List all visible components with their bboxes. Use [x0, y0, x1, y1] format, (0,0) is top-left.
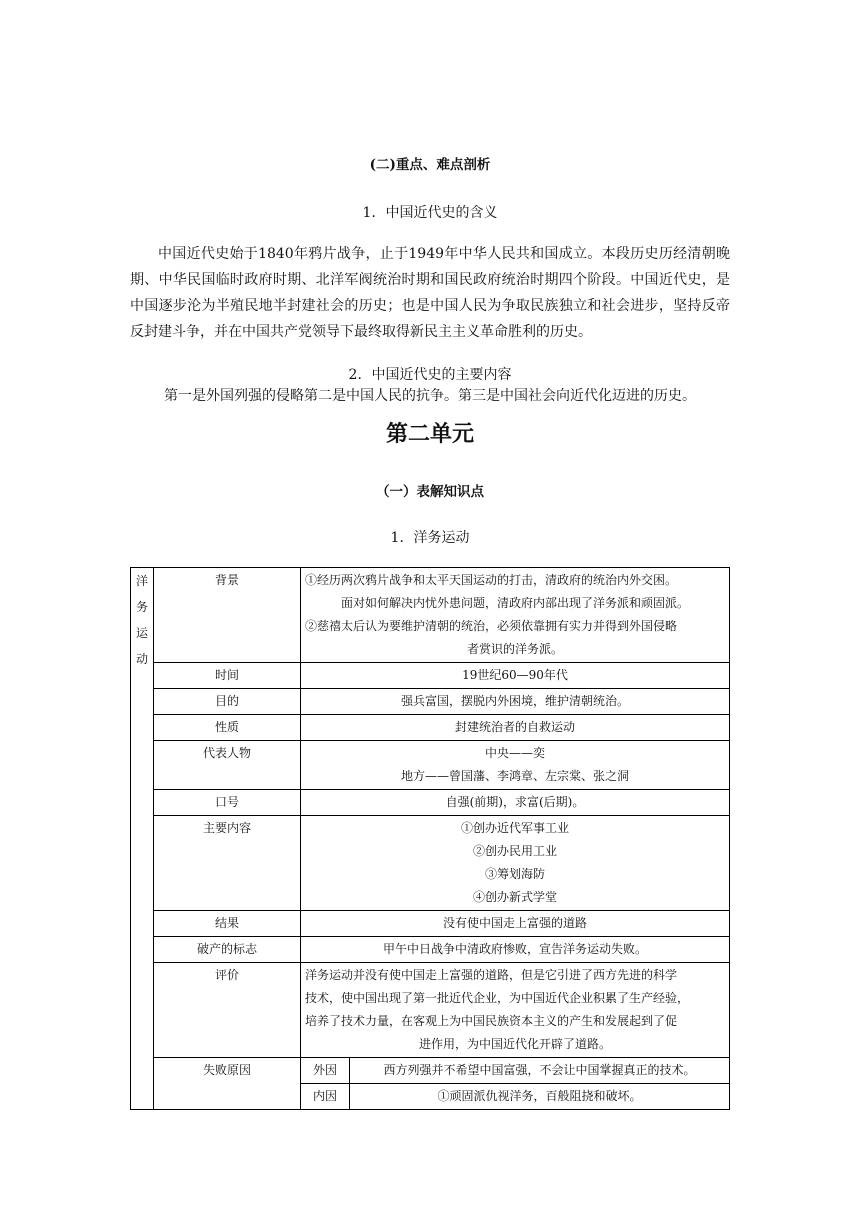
time-value: 19世纪60—90年代: [301, 663, 730, 689]
figures-line: 地方——曾国藩、李鸿章、左宗棠、张之洞: [400, 769, 629, 783]
content-line: ②创办民用工业: [472, 844, 557, 858]
table-row: [131, 911, 730, 937]
background-line: 面对如何解决内忧外患问题，清政府内部出现了洋务派和顽固派。: [340, 596, 689, 610]
table-row: [131, 963, 730, 1058]
evaluation-cell: [301, 963, 730, 1058]
result-value: 没有使中国走上富强的道路: [301, 911, 730, 937]
subheading-2: 2．中国近代史的主要内容: [348, 367, 512, 383]
bankrupt-label: 破产的标志: [154, 937, 301, 963]
figures-line: 中央——奕: [484, 746, 545, 760]
time-label: 时间: [154, 663, 301, 689]
group-label-char: 务: [135, 600, 148, 614]
group-label-char: 运: [135, 626, 148, 640]
table-row: [131, 568, 730, 663]
table-row: [131, 741, 730, 790]
slogan-value: 自强(前期)，求富(后期)。: [301, 790, 730, 816]
background-cell: [301, 568, 730, 663]
internal-label: 内因: [301, 1084, 350, 1110]
table-row: [131, 663, 730, 689]
background-line: ①经历两次鸦片战争和太平天国运动的打击，清政府的统治内外交困。: [305, 573, 678, 587]
evaluation-label: 评价: [154, 963, 301, 1058]
table-row: [131, 1058, 730, 1084]
purpose-value: 强兵富国，摆脱内外困境，维护清朝统治。: [301, 689, 730, 715]
external-value: 西方列强并不希望中国富强，不会让中国掌握真正的技术。: [350, 1058, 730, 1084]
content-line: ①创办近代军事工业: [460, 821, 569, 835]
table-row: [131, 790, 730, 816]
external-label: 外因: [301, 1058, 350, 1084]
background-line: ②慈禧太后认为要维护清朝的统治，必须依靠拥有实力并得到外国侵略: [305, 619, 678, 633]
result-label: 结果: [154, 911, 301, 937]
content-cell: [301, 816, 730, 911]
table-row: [131, 937, 730, 963]
group-label-vertical: [131, 568, 154, 1110]
table-row: [131, 816, 730, 911]
internal-value: ①顽固派仇视洋务，百般阻挠和破坏。: [350, 1084, 730, 1110]
paragraph-2: 第一是外国列强的侵略第二是中国人民的抗争。第三是中国社会向近代化迈进的历史。: [164, 388, 696, 404]
table-row: [131, 715, 730, 741]
unit-title: 第二单元: [385, 421, 474, 447]
content-line: ③筹划海防: [484, 867, 545, 881]
table-heading: （一）表解知识点: [376, 484, 484, 500]
content-line: ④创办新式学堂: [472, 890, 557, 904]
figures-cell: [301, 741, 730, 790]
failure-label: 失败原因: [154, 1058, 301, 1110]
content-label: 主要内容: [154, 816, 301, 911]
knowledge-table: [130, 567, 730, 1110]
nature-label: 性质: [154, 715, 301, 741]
slogan-label: 口号: [154, 790, 301, 816]
evaluation-line: 技术，使中国出现了第一批近代企业，为中国近代企业积累了生产经验，: [305, 991, 690, 1005]
background-label: 背景: [154, 568, 301, 663]
background-line: 者赏识的洋务派。: [466, 642, 563, 656]
evaluation-line: 培养了技术力量，在客观上为中国民族资本主义的产生和发展起到了促: [305, 1014, 678, 1028]
paragraph-1: 中国近代史始于1840年鸦片战争，止于1949年中华人民共和国成立。本段历史历经清朝晚期、中华民国临时政府时期、北洋军阀统治时期和国民政府统治时期四个阶段。中国近代史，是中国逐步沦为半殖民地半封建社会的历史；也是中国人民为争取民族独立和社会进步，坚持反帝反封建斗争，并在中国共产党领导下最终取得新民主主义革命胜利的历史。: [130, 246, 730, 340]
group-label-char: 洋: [135, 574, 148, 588]
table-row: [131, 689, 730, 715]
bankrupt-value: 甲午中日战争中清政府惨败，宣告洋务运动失败。: [301, 937, 730, 963]
evaluation-line: 进作用，为中国近代化开辟了道路。: [418, 1037, 611, 1051]
nature-value: 封建统治者的自救运动: [301, 715, 730, 741]
section-heading: (二)重点、难点剖析: [369, 157, 491, 173]
figures-label: 代表人物: [154, 741, 301, 790]
evaluation-line: 洋务运动并没有使中国走上富强的道路，但是它引进了西方先进的科学: [305, 968, 678, 982]
group-label-char: 动: [135, 652, 148, 666]
table-title: 1．洋务运动: [390, 530, 470, 546]
purpose-label: 目的: [154, 689, 301, 715]
subheading-1: 1．中国近代史的含义: [362, 205, 498, 221]
